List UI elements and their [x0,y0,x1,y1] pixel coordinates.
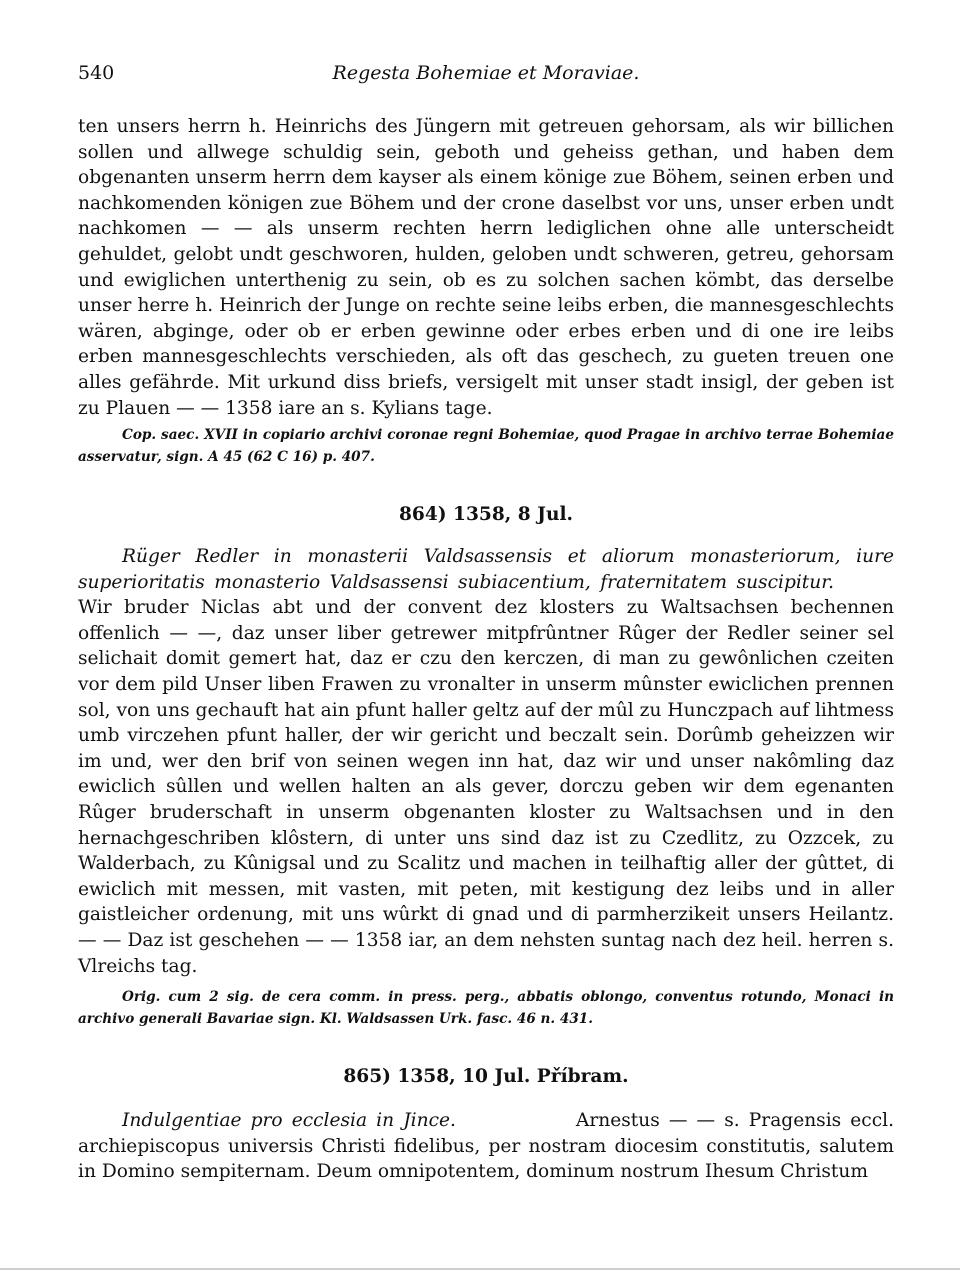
source-note-text: Orig. cum 2 sig. de cera comm. in press. perg., abbatis oblongo, conventus rotundo, Monaci in archivo generali Bavariae sign. Kl. Waldsassen Urk. fasc. 46 n. 431. [78,989,894,1027]
running-title: Regesta Bohemiae et Moraviae. [332,62,640,84]
page-bottom-edge [0,1268,960,1270]
source-note [78,424,894,468]
page-number: 540 [78,62,115,84]
entry-text: Wir bruder Niclas abt und der convent dez klosters zu Waltsachsen bechennen offenlich — —, daz unser liber getrewer mitpfrûntner Rûger der Redler seiner sel selichait domit gemert hat, daz er czu den kerczen, di man zu gewônlichen czeiten vor dem pild Unser liben Frawen zu vronalter in unserm mûnster ewiclichen prennen sol, von uns gechauft hat ain pfunt haller geltz auf der mûl zu Hunczpach auf lihtmess umb virczehen pfunt haller, der wir gericht und beczalt sein. Dorûmb geheizzen wir im und, wer den brif von seinen wegen inn hat, daz wir und unser nakômling daz ewiclich sûllen und wellen halten an als gever, dorczu geben wir dem egenanten Rûger bruderschaft in unserm obgenanten kloster zu Waltsachsen und in den hernachgeschriben klôstern, di unter uns sind daz ist zu Czedlitz, zu Ozzcek, zu Walderbach, zu Kûnigsal und zu Scalitz und machen in teilhaftig aller der gûttet, di ewiclich mit messen, mit vasten, mit peten, mit kestigung dez leibs und in aller gaistleicher ordenung, mit uns wûrkt di gnad und di parmherzikeit unsers Heilantz. — — Daz ist geschehen — — 1358 iar, an dem nehsten suntag nach dez heil. herren s. Vlreichs tag. [78,597,894,977]
entry-heading: 864) 1358, 8 Jul. [398,504,574,525]
regest-summary: Rüger Redler in monasterii Valdsassensis et aliorum monasteriorum, iure superioritatis monasterio Valdsassensi subiacentium, fraternitatem suscipitur. [78,546,894,593]
document-page [78,0,894,1282]
continuation-text: ten unsers herrn h. Heinrichs des Jüngern mit getreuen gehorsam, als wir billichen sollen und allwege schuldig sein, geboth und geheiss gethan, und haben dem obgenanten unserm herrn dem kayser als einem könige zue Böhem, seinen erben und nachkomenden königen zue Böhem und der crone daselbst vor uns, unser erben undt nachkomen — — als unserm rechten herrn lediglichen ohne alle unterscheidt gehuldet, gelobt undt geschworen, hulden, geloben undt schweren, getreu, gehorsam und ewiglichen unterthenig zu sein, ob es zu solchen sachen kömbt, das derselbe unser herre h. Heinrich der Junge on rechte seine leibs erben, die mannesgeschlechts wären, abginge, oder ob er erben gewinne oder erbes erben und di one ire leibs erben mannesgeschlechts verschieden, als oft das geschech, zu gueten treuen one alles gefährde. Mit urkund diss briefs, versigelt mit unser stadt insigl, der geben ist zu Plauen — — 1358 iare an s. Kylians tage. [78,116,894,419]
entry-heading: 865) 1358, 10 Jul. Příbram. [343,1066,629,1087]
entry-body [78,544,894,979]
page-header [78,62,894,88]
source-note [78,986,894,1030]
entry-body [78,1108,894,1185]
entry-text: Arnestus — — s. Pragensis eccl. archiepiscopus universis Christi fidelibus, per nostram diocesim constitutis, salutem in Domino sempiternam. Deum omnipotentem, dominum nostrum Ihesum Christum [78,1110,894,1183]
regest-summary: Indulgentiae pro ecclesia in Jince. [122,1110,456,1131]
source-note-text: Cop. saec. XVII in copiario archivi coronae regni Bohemiae, quod Pragae in archivo terrae Bohemiae asservatur, sign. A 45 (62 C 16) p. 407. [78,427,894,465]
